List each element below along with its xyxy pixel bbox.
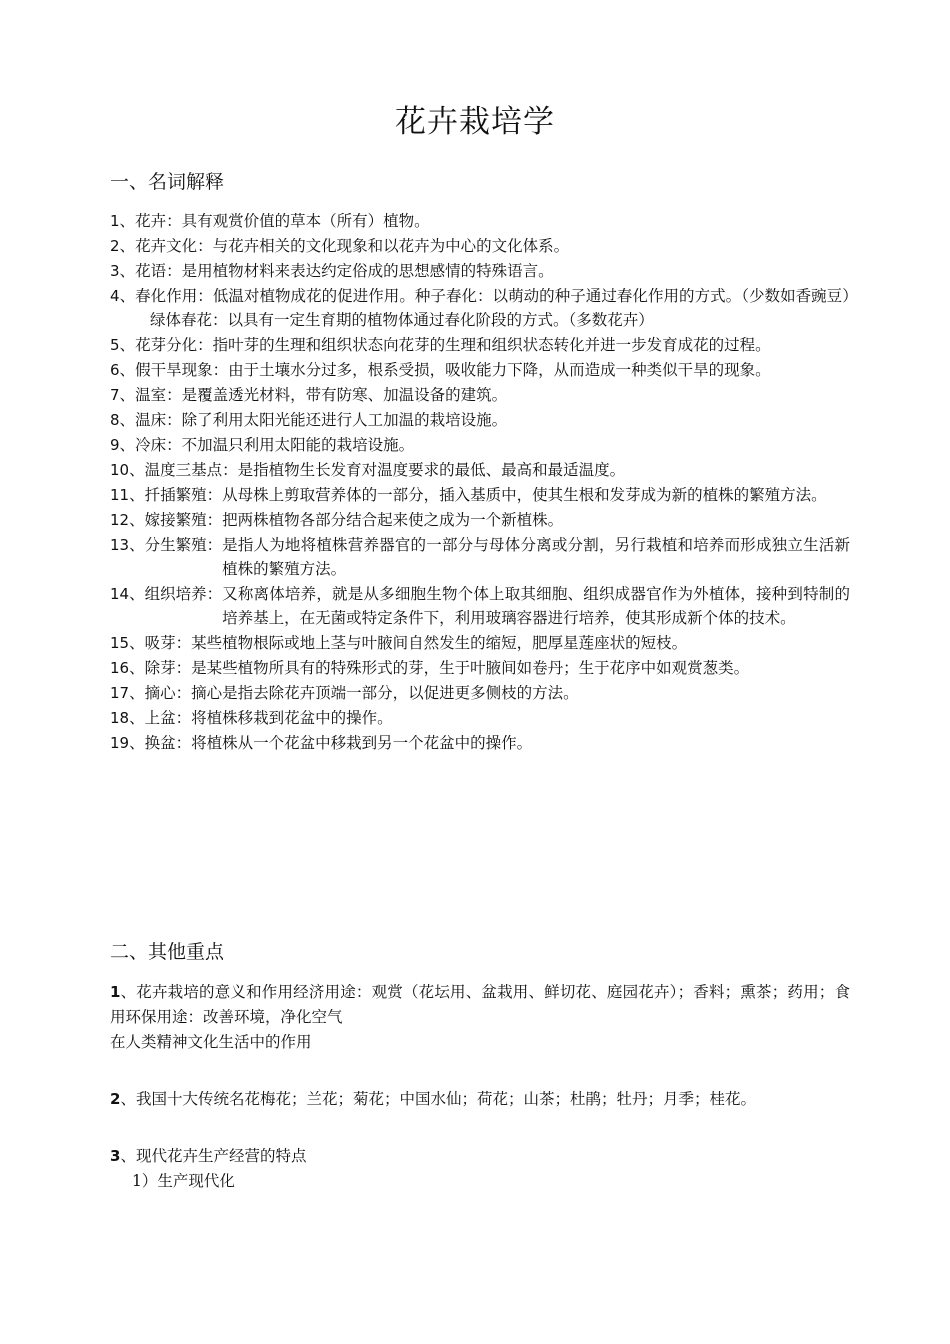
list-item <box>110 706 850 730</box>
item-text: 是指植物生长发育对温度要求的最低、最高和最适温度。 <box>237 461 626 479</box>
item-term: 花卉文化： <box>135 237 213 255</box>
point-number: 1 <box>110 983 121 1001</box>
item-term: 除芽： <box>144 659 192 677</box>
list-item <box>110 433 850 457</box>
item-number: 2 <box>110 237 120 255</box>
item-text: 将植株从一个花盆中移栽到另一个花盆中的操作。 <box>191 734 533 752</box>
item-number: 19 <box>110 734 130 752</box>
item-separator: 、 <box>119 262 136 280</box>
point-text: 、现代花卉生产经营的特点 <box>120 1147 307 1165</box>
item-number: 17 <box>110 684 130 702</box>
item-number: 4 <box>110 287 120 305</box>
key-point-3-sub-1: 1）生产现代化 <box>132 1172 235 1190</box>
item-term: 温室： <box>135 386 182 404</box>
item-number: 15 <box>110 634 130 652</box>
item-number: 1 <box>110 212 120 230</box>
item-number: 14 <box>110 585 130 603</box>
list-item <box>110 582 850 630</box>
item-text: 不加温只利用太阳能的栽培设施。 <box>181 436 415 454</box>
item-term: 分生繁殖： <box>144 536 223 554</box>
item-text: 除了利用太阳光能还进行人工加温的栽培设施。 <box>181 411 508 429</box>
list-item <box>110 408 850 432</box>
item-separator: 、 <box>119 287 136 305</box>
item-term: 花语： <box>135 262 182 280</box>
item-term: 花芽分化： <box>135 336 213 354</box>
item-separator: 、 <box>119 436 136 454</box>
item-number: 8 <box>110 411 120 429</box>
item-term: 花卉： <box>135 212 182 230</box>
key-point-1-line2: 在人类精神文化生活中的作用 <box>110 1033 312 1051</box>
list-item <box>110 333 850 357</box>
list-item <box>110 234 850 258</box>
item-text: 与花卉相关的文化现象和以花卉为中心的文化体系。 <box>212 237 570 255</box>
item-text: 是用植物材料来表达约定俗成的思想感情的特殊语言。 <box>181 262 554 280</box>
key-points <box>110 980 850 1194</box>
item-separator: 、 <box>119 361 136 379</box>
section-heading-key-points: 二、其他重点 <box>110 941 225 963</box>
item-number: 3 <box>110 262 120 280</box>
item-number: 9 <box>110 436 120 454</box>
list-item <box>110 508 850 532</box>
item-separator: 、 <box>119 212 136 230</box>
point-number: 3 <box>110 1147 121 1165</box>
item-separator: 、 <box>119 386 136 404</box>
item-term: 嫁接繁殖： <box>144 511 223 529</box>
item-separator: 、 <box>129 486 145 504</box>
item-text: 具有观赏价值的草本（所有）植物。 <box>181 212 430 230</box>
point-text: 、花卉栽培的意义和作用经济用途：观赏（花坛用、盆栽用、鲜切花、庭园花卉）；香料；熏茶；药用；食用环保用途：改善环境，净化空气 <box>110 983 850 1026</box>
item-term: 换盆： <box>144 734 192 752</box>
item-text: 是某些植物所具有的特殊形式的芽，生于叶腋间如卷丹；生于花序中如观赏葱类。 <box>191 659 750 677</box>
item-text: 将植株移栽到花盆中的操作。 <box>191 709 393 727</box>
item-term: 扦插繁殖： <box>144 486 223 504</box>
page-title: 花卉栽培学 <box>395 104 555 140</box>
section-heading-definitions: 一、名词解释 <box>110 171 225 193</box>
item-text: 是指人为地将植株营养器官的一部分与母体分离或分割，另行栽植和培养而形成独立生活新植株的繁殖方法。 <box>222 536 850 578</box>
list-item <box>110 483 850 507</box>
item-text: 是覆盖透光材料，带有防寒、加温设备的建筑。 <box>181 386 508 404</box>
list-item <box>110 656 850 680</box>
item-separator: 、 <box>119 411 136 429</box>
list-item <box>110 681 850 705</box>
item-separator: 、 <box>129 659 145 677</box>
item-number: 12 <box>110 511 130 529</box>
item-text: 指叶芽的生理和组织状态向花芽的生理和组织状态转化并进一步发育成花的过程。 <box>212 336 771 354</box>
item-number: 7 <box>110 386 120 404</box>
item-separator: 、 <box>129 634 145 652</box>
definition-list <box>110 209 850 756</box>
item-term: 上盆： <box>144 709 192 727</box>
item-separator: 、 <box>129 536 145 554</box>
item-term: 假干旱现象： <box>135 361 229 379</box>
item-term: 摘心： <box>144 684 192 702</box>
item-separator: 、 <box>129 511 145 529</box>
list-item <box>110 383 850 407</box>
point-text: 、我国十大传统名花梅花；兰花；菊花；中国水仙；荷花；山茶；杜鹃；牡丹；月季；桂花。 <box>120 1090 756 1108</box>
item-text: 把两株植物各部分结合起来使之成为一个新植株。 <box>222 511 564 529</box>
item-term: 组织培养： <box>144 585 223 603</box>
item-text: 从母株上剪取营养体的一部分，插入基质中，使其生根和发芽成为新的植株的繁殖方法。 <box>222 486 827 504</box>
key-point-2 <box>110 1087 850 1112</box>
item-number: 18 <box>110 709 130 727</box>
item-separator: 、 <box>129 461 145 479</box>
item-separator: 、 <box>119 336 136 354</box>
item-separator: 、 <box>129 709 145 727</box>
list-item <box>110 631 850 655</box>
item-number: 6 <box>110 361 120 379</box>
item-term: 春化作用： <box>135 287 213 305</box>
key-point-1 <box>110 980 850 1030</box>
item-term: 吸芽： <box>144 634 192 652</box>
item-text: 某些植物根际或地上茎与叶腋间自然发生的缩短，肥厚星莲座状的短枝。 <box>191 634 688 652</box>
item-separator: 、 <box>129 585 145 603</box>
item-term: 温床： <box>135 411 182 429</box>
point-number: 2 <box>110 1090 121 1108</box>
item-text: 低温对植物成花的促进作用。种子春化：以萌动的种子通过春化作用的方式。（少数如香豌豆）绿体春花：以具有一定生育期的植物体通过春化阶段的方式。（多数花卉） <box>150 287 850 329</box>
list-item <box>110 731 850 755</box>
item-text: 又称离体培养，就是从多细胞生物个体上取其细胞、组织成器官作为外植体，接种到特制的培养基上，在无菌或特定条件下，利用玻璃容器进行培养，使其形成新个体的技术。 <box>222 585 850 627</box>
item-text: 由于土壤水分过多，根系受损，吸收能力下降，从而造成一种类似干旱的现象。 <box>228 361 771 379</box>
item-separator: 、 <box>119 237 136 255</box>
item-number: 13 <box>110 536 130 554</box>
item-number: 10 <box>110 461 130 479</box>
list-item <box>110 284 850 332</box>
list-item <box>110 259 850 283</box>
list-item <box>110 358 850 382</box>
key-point-3 <box>110 1144 850 1169</box>
item-separator: 、 <box>129 734 145 752</box>
list-item <box>110 458 850 482</box>
item-number: 11 <box>110 486 130 504</box>
item-term: 温度三基点： <box>144 461 238 479</box>
item-term: 冷床： <box>135 436 182 454</box>
item-number: 5 <box>110 336 120 354</box>
list-item <box>110 533 850 581</box>
item-separator: 、 <box>129 684 145 702</box>
item-text: 摘心是指去除花卉顶端一部分，以促进更多侧枝的方法。 <box>191 684 579 702</box>
list-item <box>110 209 850 233</box>
item-number: 16 <box>110 659 130 677</box>
